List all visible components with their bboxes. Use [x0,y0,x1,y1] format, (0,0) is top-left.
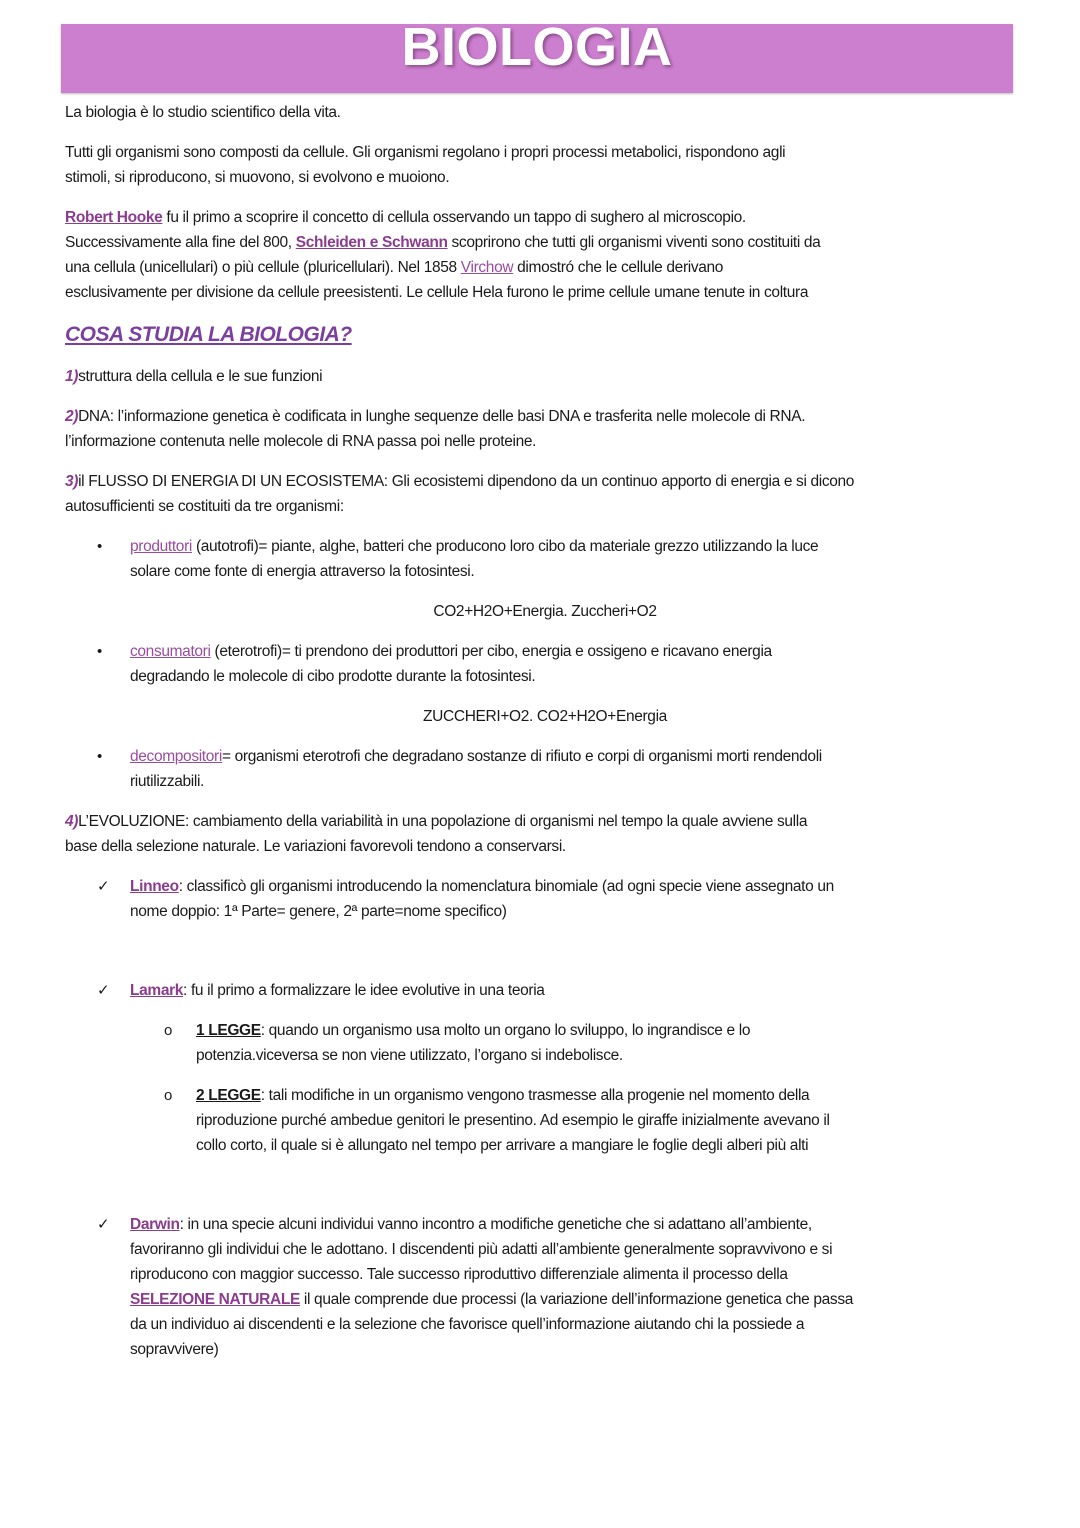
text-line [130,899,1025,924]
text-span: il quale comprende due processi (la variazione dell’informazione genetica che passa [299,1291,853,1308]
highlighted-term: Schleiden e Schwann [295,234,448,251]
paragraph [65,205,1025,305]
text-span: : classificò gli organismi introducendo la nomenclatura binomiale (ad ogni specie viene assegnato un [178,878,834,895]
item-number: 4) [65,813,79,830]
text-line [130,1287,1025,1312]
text-span: = organismi eterotrofi che degradano sostanze di rifiuto e corpi di organismi morti rendendoli [221,748,822,765]
highlighted-term: Virchow [460,259,514,276]
paragraph [65,100,1025,125]
text-span: : in una specie alcuni individui vanno incontro a modifiche genetiche che si adattano all’ambiente, [179,1216,812,1233]
text-line [196,1018,1025,1043]
circle-bullet-icon: o [164,1087,173,1104]
item-number: 1) [65,368,79,385]
paragraph [65,140,1025,190]
item-number: 2) [65,408,79,425]
highlighted-term: Lamark [130,982,184,999]
blank-line [65,939,1025,978]
document-body [65,100,1025,1377]
list-item [65,744,1025,794]
text-line [130,978,1025,1003]
text-span: : quando un organismo usa molto un organo lo sviluppo, lo ingrandisce e lo [260,1022,751,1039]
text-line [196,1108,1025,1133]
text-line [65,834,1025,859]
text-line [196,1043,1025,1068]
bullet-icon: • [97,643,103,660]
text-span: base della selezione naturale. Le variazioni favorevoli tendono a conservarsi. [65,838,566,855]
text-span: collo corto, il quale si è allungato nel tempo per arrivare a mangiare le foglie degli alberi più alti [196,1137,809,1154]
checkmark-icon: ✓ [97,982,110,999]
blank-line [65,1173,1025,1212]
paragraph [65,469,1025,519]
checkmark-icon: ✓ [97,878,110,895]
text-line [196,1133,1025,1158]
text-span: riproduzione purché ambedue genitori le presentino. Ad esempio le giraffe inizialmente avevano il [196,1112,830,1129]
law-label: 1 LEGGE [196,1022,261,1039]
text-line [65,280,1025,305]
highlighted-term: SELEZIONE NATURALE [130,1291,300,1308]
circle-bullet-icon: o [164,1022,173,1039]
text-span: riproducono con maggior successo. Tale successo riproduttivo differenziale alimenta il processo della [130,1266,788,1283]
text-span: solare come fonte di energia attraverso la fotosintesi. [130,563,475,580]
paragraph [65,404,1025,454]
page-title: BIOLOGIA [401,24,673,77]
text-line [65,494,1025,519]
text-line [130,1312,1025,1337]
text-span: sopravvivere) [130,1341,219,1358]
text-span: scoprirono che tutti gli organismi viventi sono costituiti da [447,234,821,251]
bullet-icon: • [97,748,103,765]
list-item [65,978,1025,1003]
highlighted-term: Darwin [130,1216,180,1233]
text-line [130,1212,1025,1237]
text-line [65,469,1025,494]
equation [65,704,1025,729]
text-span: Successivamente alla fine del 800, [65,234,296,251]
text-span: favoriranno gli individui che le adottano. I discendenti più adatti all’ambiente generalmente sopravvivono e si [130,1241,833,1258]
list-item [65,874,1025,924]
text-span: riutilizzabili. [130,773,204,790]
text-line [130,534,1025,559]
paragraph [65,364,1025,389]
text-line [65,809,1025,834]
text-span: L’EVOLUZIONE: cambiamento della variabilità in una popolazione di organismi nel tempo la quale avviene sulla [78,813,808,830]
section-heading: COSA STUDIA LA BIOLOGIA? [65,323,352,346]
text-line [65,100,1025,125]
text-span: nome doppio: 1ª Parte= genere, 2ª parte=nome specifico) [130,903,507,920]
list-item [65,1212,1025,1362]
text-span: dimostró che le cellule derivano [513,259,724,276]
text-span: una cellula (unicellulari) o più cellule (pluricellulari). Nel 1858 [65,259,461,276]
text-line [130,664,1025,689]
list-item [65,639,1025,689]
text-span: DNA: l’informazione genetica è codificata in lunghe sequenze delle basi DNA e trasferita nelle molecole di RNA. [78,408,806,425]
text-span: : fu il primo a formalizzare le idee evolutive in una teoria [183,982,545,999]
checkmark-icon: ✓ [97,1216,110,1233]
law-label: 2 LEGGE [196,1087,261,1104]
text-line [65,205,1025,230]
list-item [65,1083,1025,1158]
text-span: il FLUSSO DI ENERGIA DI UN ECOSISTEMA: Gli ecosistemi dipendono da un continuo apporto di energia e si dicono [78,473,855,490]
highlighted-term: Linneo [130,878,179,895]
text-span: : tali modifiche in un organismo vengono trasmesse alla progenie nel momento della [260,1087,810,1104]
text-line [65,140,1025,165]
list-item [65,534,1025,584]
paragraph [65,809,1025,859]
text-span: stimoli, si riproducono, si muovono, si evolvono e muoiono. [65,169,450,186]
text-line [130,1237,1025,1262]
highlighted-term: Robert Hooke [65,209,163,226]
text-span: l’informazione contenuta nelle molecole di RNA passa poi nelle proteine. [65,433,537,450]
highlighted-term: produttori [130,538,192,555]
text-line [130,744,1025,769]
text-span: CO2+H2O+Energia. Zuccheri+O2 [433,603,657,620]
text-span: esclusivamente per divisione da cellule preesistenti. Le cellule Hela furono le prime cellule umane tenute in coltura [65,284,809,301]
title-banner [61,24,1013,93]
text-span: (autotrofi)= piante, alghe, batteri che producono loro cibo da materiale grezzo utilizzando la luce [191,538,819,555]
item-number: 3) [65,473,79,490]
text-span: La biologia è lo studio scientifico della vita. [65,104,341,121]
text-line [130,769,1025,794]
list-item [65,1018,1025,1068]
text-line [65,404,1025,429]
text-line [65,165,1025,190]
text-line [65,599,1025,624]
text-span: autosufficienti se costituiti da tre organismi: [65,498,344,515]
text-line [65,230,1025,255]
text-span: struttura della cellula e le sue funzioni [78,368,323,385]
text-span: fu il primo a scoprire il concetto di cellula osservando un tappo di sughero al microscopio. [162,209,746,226]
text-line [65,429,1025,454]
highlighted-term: decompositori [130,748,222,765]
highlighted-term: consumatori [130,643,211,660]
text-line [65,364,1025,389]
text-line [130,639,1025,664]
text-span: ZUCCHERI+O2. CO2+H2O+Energia [423,708,667,725]
text-line [65,704,1025,729]
text-span: da un individuo ai discendenti e la selezione che favorisce quell’informazione aiutando chi la possiede a [130,1316,805,1333]
text-span: degradando le molecole di cibo prodotte durante la fotosintesi. [130,668,536,685]
bullet-icon: • [97,538,103,555]
text-span: Tutti gli organismi sono composti da cellule. Gli organismi regolano i propri processi metabolici, rispondono agli [65,144,786,161]
text-line [65,255,1025,280]
text-line [196,1083,1025,1108]
text-line [130,1262,1025,1287]
text-span: potenzia.viceversa se non viene utilizzato, l’organo si indebolisce. [196,1047,623,1064]
equation [65,599,1025,624]
text-line [130,559,1025,584]
text-line [130,1337,1025,1362]
text-span: (eterotrofi)= ti prendono dei produttori per cibo, energia e ossigeno e ricavano energia [210,643,772,660]
text-line [130,874,1025,899]
